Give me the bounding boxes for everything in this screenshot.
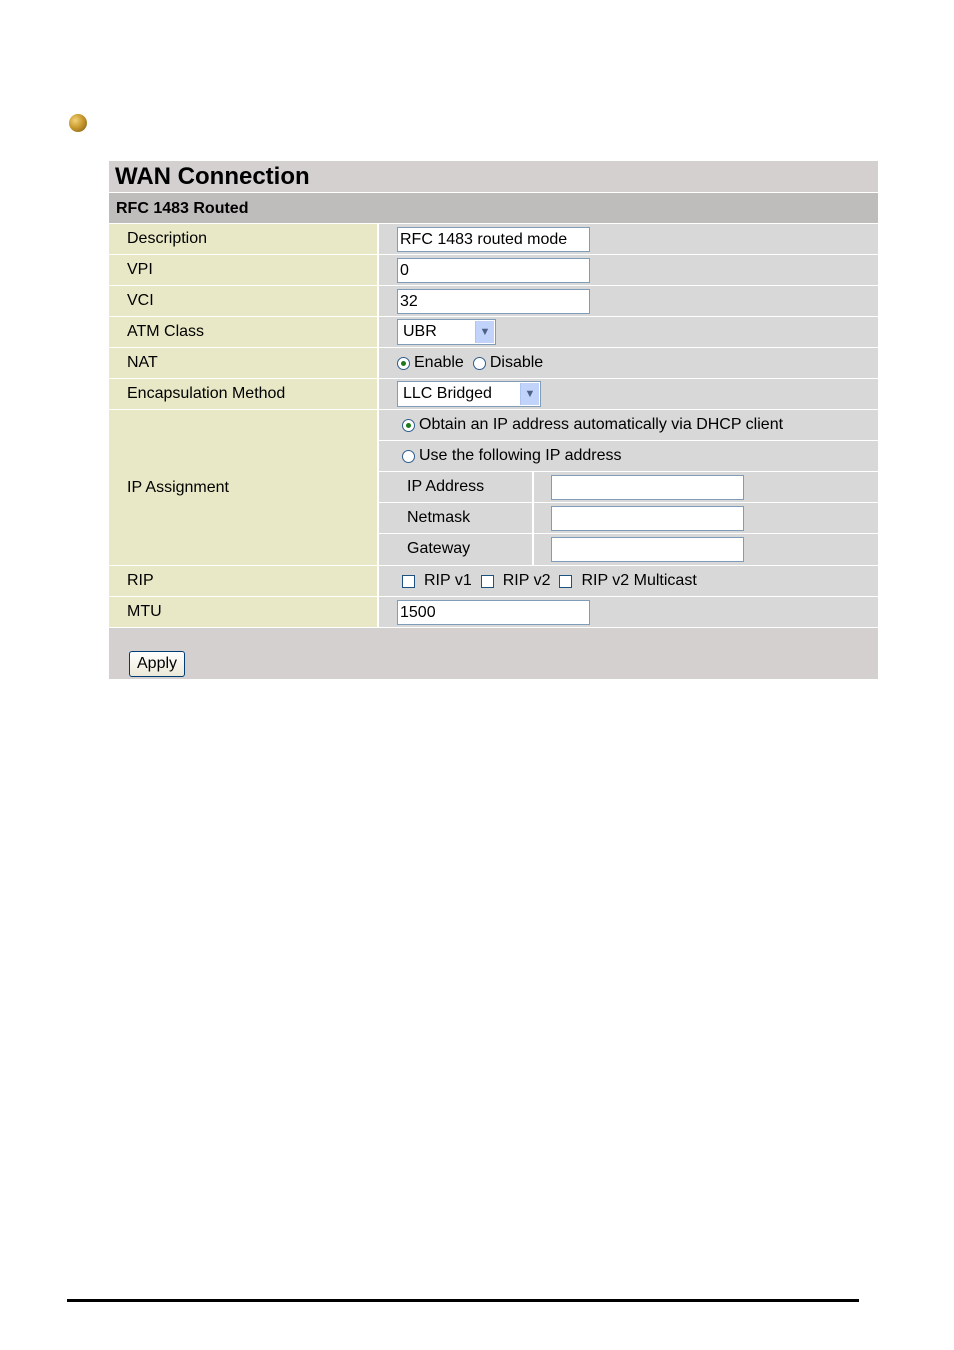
rip-v1-option[interactable] — [402, 572, 472, 590]
vci-row — [109, 286, 878, 317]
rip-v2-label: RIP v2 — [502, 572, 551, 589]
ip-address-input[interactable] — [551, 475, 744, 500]
nat-disable-radio[interactable] — [473, 357, 486, 370]
rip-v2-multicast-checkbox[interactable] — [559, 575, 572, 588]
wan-connection-panel — [109, 161, 878, 679]
ip-assignment-row — [109, 410, 878, 566]
static-ip-option[interactable] — [379, 441, 878, 472]
nat-row — [109, 348, 878, 379]
atm-class-row — [109, 317, 878, 348]
rip-row — [109, 566, 878, 597]
rip-v2-multicast-label: RIP v2 Multicast — [581, 572, 697, 589]
gateway-row — [379, 534, 878, 565]
ip-address-label: IP Address — [379, 472, 534, 502]
vpi-input[interactable]: 0 — [397, 258, 590, 283]
page-footer-rule — [67, 1299, 859, 1302]
nat-enable-option[interactable] — [397, 354, 464, 372]
dhcp-option[interactable] — [379, 410, 878, 441]
nat-enable-label: Enable — [414, 354, 464, 371]
dhcp-option-label: Obtain an IP address automatically via DHCP client — [419, 416, 784, 433]
vci-label: VCI — [109, 286, 379, 316]
gateway-input[interactable] — [551, 537, 744, 562]
panel-title: WAN Connection — [109, 161, 878, 193]
vpi-row — [109, 255, 878, 286]
encapsulation-select[interactable] — [397, 381, 541, 407]
ip-assignment-label: IP Assignment — [109, 410, 379, 565]
apply-button[interactable]: Apply — [129, 651, 185, 677]
mtu-label: MTU — [109, 597, 379, 627]
netmask-label: Netmask — [379, 503, 534, 533]
static-ip-option-label: Use the following IP address — [419, 447, 622, 464]
nat-disable-label: Disable — [489, 354, 544, 371]
atm-class-label: ATM Class — [109, 317, 379, 347]
rip-v1-label: RIP v1 — [424, 572, 472, 589]
atm-class-value: UBR — [403, 323, 437, 340]
rip-v2-checkbox[interactable] — [481, 575, 494, 588]
vpi-label: VPI — [109, 255, 379, 285]
mtu-input[interactable]: 1500 — [397, 600, 590, 625]
encapsulation-value: LLC Bridged — [403, 385, 492, 402]
chevron-down-icon[interactable]: ▼ — [520, 383, 539, 405]
vci-input[interactable]: 32 — [397, 289, 590, 314]
description-row — [109, 224, 878, 255]
dhcp-radio[interactable] — [402, 419, 415, 432]
gateway-label: Gateway — [379, 534, 534, 565]
rip-v2-multicast-option[interactable] — [559, 572, 696, 590]
netmask-row — [379, 503, 878, 534]
rip-v2-option[interactable] — [481, 572, 551, 590]
panel-subtitle: RFC 1483 Routed — [109, 193, 878, 224]
rip-v1-checkbox[interactable] — [402, 575, 415, 588]
ip-address-row — [379, 472, 878, 503]
mtu-row — [109, 597, 878, 628]
nat-disable-option[interactable] — [473, 354, 543, 372]
description-input[interactable]: RFC 1483 routed mode — [397, 227, 590, 252]
panel-footer — [109, 628, 878, 679]
nat-enable-radio[interactable] — [397, 357, 410, 370]
chevron-down-icon[interactable]: ▼ — [475, 321, 494, 343]
description-label: Description — [109, 224, 379, 254]
nat-label: NAT — [109, 348, 379, 378]
rip-label: RIP — [109, 566, 379, 596]
encapsulation-label: Encapsulation Method — [109, 379, 379, 409]
bullet-icon — [69, 114, 87, 132]
static-ip-radio[interactable] — [402, 450, 415, 463]
encapsulation-row — [109, 379, 878, 410]
netmask-input[interactable] — [551, 506, 744, 531]
atm-class-select[interactable] — [397, 319, 496, 345]
